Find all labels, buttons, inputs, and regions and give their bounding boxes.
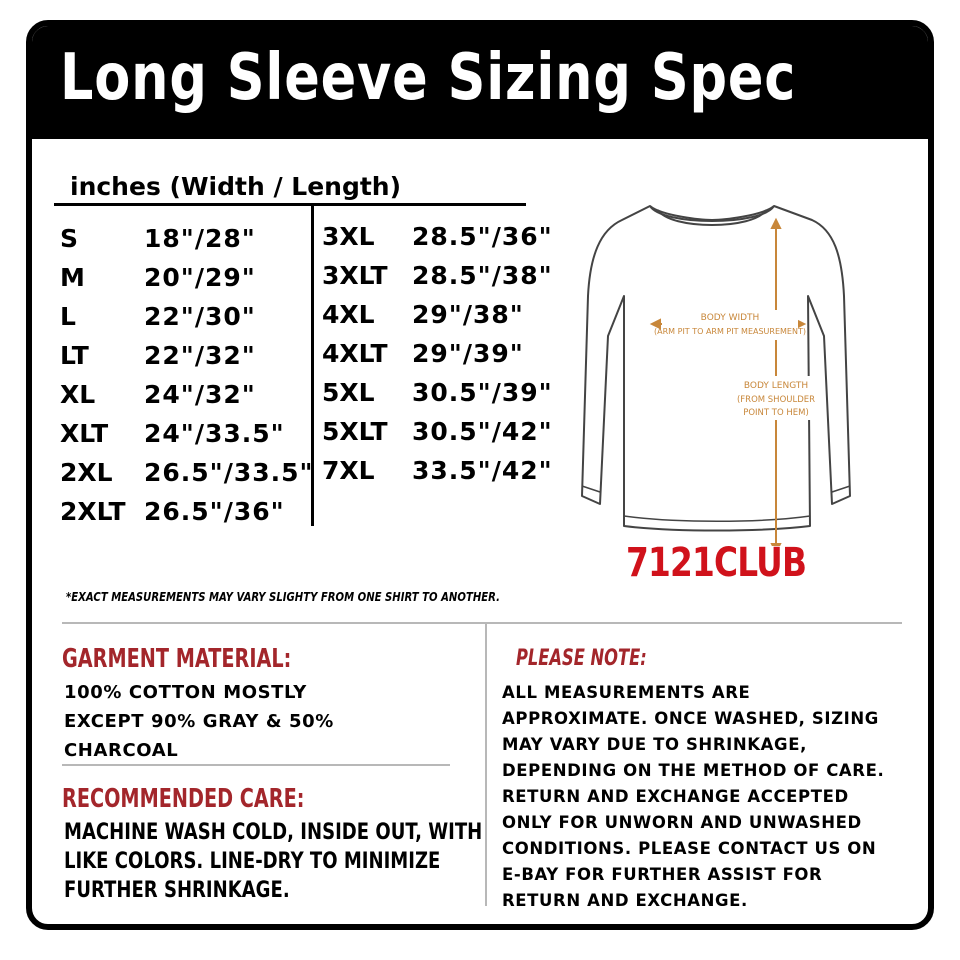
size-label: 3XLT — [322, 261, 388, 290]
material-heading: GARMENT MATERIAL: — [62, 644, 292, 674]
care-line: LIKE COLORS. LINE-DRY TO MINIMIZE — [64, 849, 441, 874]
units-label: inches (Width / Length) — [70, 172, 402, 201]
note-text — [502, 680, 884, 914]
material-line: EXCEPT 90% GRAY & 50% — [64, 711, 334, 732]
size-measurement: 33.5"/42" — [412, 456, 553, 485]
length-sublabel-1: (FROM SHOULDER — [736, 395, 816, 405]
size-measurement: 29"/38" — [412, 300, 524, 329]
size-measurement: 30.5"/42" — [412, 417, 553, 446]
width-label: BODY WIDTH — [700, 313, 760, 323]
size-measurement: 22"/30" — [144, 302, 256, 331]
note-line: ALL MEASUREMENTS ARE — [502, 683, 751, 702]
care-line: FURTHER SHRINKAGE. — [64, 878, 290, 903]
note-line: ONLY FOR UNWORN AND UNWASHED — [502, 813, 862, 832]
size-chart-card — [26, 20, 934, 930]
measure-labels — [654, 310, 815, 420]
size-label: L — [60, 302, 76, 331]
length-label: BODY LENGTH — [743, 381, 809, 391]
care-heading: RECOMMENDED CARE: — [62, 784, 305, 814]
size-measurement: 24"/33.5" — [144, 419, 285, 448]
page-title: Long Sleeve Sizing Spec — [60, 41, 797, 115]
size-label: S — [60, 224, 79, 253]
size-measurement: 28.5"/36" — [412, 222, 553, 251]
size-measurement: 29"/39" — [412, 339, 524, 368]
size-measurement: 22"/32" — [144, 341, 256, 370]
note-line: RETURN AND EXCHANGE ACCEPTED — [502, 787, 849, 806]
width-sublabel: (ARM PIT TO ARM PIT MEASUREMENT) — [654, 327, 806, 336]
size-label: 2XLT — [60, 497, 126, 526]
size-label: XLT — [60, 419, 109, 448]
size-measurement: 24"/32" — [144, 380, 256, 409]
note-line: DEPENDING ON THE METHOD OF CARE. — [502, 761, 885, 780]
units-divider — [54, 203, 526, 206]
size-label: 7XL — [322, 456, 375, 485]
size-measurement: 26.5"/33.5" — [144, 458, 314, 487]
size-label: 3XL — [322, 222, 375, 251]
shirt-outline-icon — [582, 206, 850, 531]
note-line: CONDITIONS. PLEASE CONTACT US ON — [502, 839, 877, 858]
material-line: 100% COTTON MOSTLY — [64, 682, 307, 703]
material-text — [64, 678, 334, 765]
note-line: E-BAY FOR FURTHER ASSIST FOR — [502, 865, 823, 884]
size-label: M — [60, 263, 85, 292]
shirt-diagram — [562, 186, 852, 546]
size-label: 2XL — [60, 458, 113, 487]
title-bar — [32, 26, 928, 139]
size-label: 4XLT — [322, 339, 388, 368]
size-measurement: 20"/29" — [144, 263, 256, 292]
length-sublabel-2: POINT TO HEM) — [743, 408, 809, 418]
size-label: XL — [60, 380, 96, 409]
note-line: RETURN AND EXCHANGE. — [502, 891, 748, 910]
size-measurement: 26.5"/36" — [144, 497, 285, 526]
size-label: 4XL — [322, 300, 375, 329]
note-heading: PLEASE NOTE: — [516, 646, 647, 671]
size-measurement: 30.5"/39" — [412, 378, 553, 407]
size-measurement: 18"/28" — [144, 224, 256, 253]
measurement-disclaimer: *EXACT MEASUREMENTS MAY VARY SLIGHTY FROM ONE SHIRT TO ANOTHER. — [66, 590, 500, 604]
size-measurement: 28.5"/38" — [412, 261, 553, 290]
brand-logo: 7121CLUB — [626, 540, 807, 586]
size-label: 5XLT — [322, 417, 388, 446]
note-line: MAY VARY DUE TO SHRINKAGE, — [502, 735, 807, 754]
care-text — [64, 818, 574, 905]
material-line: CHARCOAL — [64, 740, 179, 761]
note-line: APPROXIMATE. ONCE WASHED, SIZING — [502, 709, 879, 728]
size-label: 5XL — [322, 378, 375, 407]
section-divider — [62, 622, 902, 624]
care-line: MACHINE WASH COLD, INSIDE OUT, WITH — [64, 820, 483, 845]
size-label: LT — [60, 341, 89, 370]
